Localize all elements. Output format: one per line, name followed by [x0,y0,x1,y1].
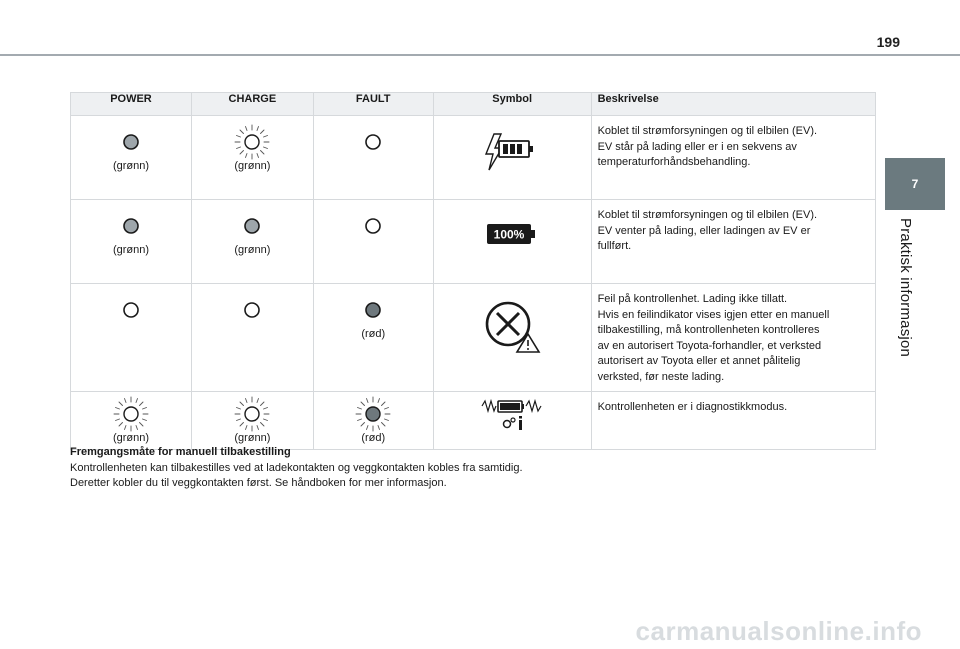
description-line: av en autorisert Toyota-forhandler, et verksted [597,339,822,352]
fault-warning-icon [482,300,542,356]
note-line: Kontrollenheten kan tilbakestilles ved at ladekontakten og veggkontakten kobles fra samtidig. [70,461,523,474]
header-charge: CHARGE [191,93,313,116]
led-label: (grønn) [234,244,271,256]
led-off-icon [121,300,141,320]
symbol-cell [433,284,591,392]
table-row [71,200,876,284]
led-label: (rød) [361,432,386,444]
description-line: temperaturforhåndsbehandling. [597,156,751,168]
fault-cell [313,284,433,392]
table-row [71,116,876,200]
led-label: (grønn) [234,432,271,444]
led-label: (grønn) [112,160,149,172]
power-cell [71,200,192,284]
led-off-icon [363,216,383,236]
led-blinking-icon [113,396,149,432]
header-rule [0,54,960,56]
manual-reset-note [70,445,523,492]
note-line: Deretter kobler du til veggkontakten først. Se håndboken for mer informasjon. [70,477,447,489]
power-cell [71,284,192,392]
table-row [71,392,876,450]
symbol-cell [433,200,591,284]
chapter-title: Praktisk informasjon [897,218,914,358]
chapter-number: 7 [911,177,919,191]
description-cell [591,284,875,392]
description-line: tilbakestilling, må kontrollenheten kontrolleres [597,324,820,336]
charge-cell [191,116,313,200]
header-symbol: Symbol [433,93,591,116]
note-title: Fremgangsmåte for manuell tilbakestilling [70,446,291,458]
watermark: carmanualsonline.info [635,616,922,646]
description-line: EV står på lading eller er i en sekvens av [597,140,797,153]
description-line: Koblet til strømforsyningen og til elbilen (EV). [597,209,818,221]
led-label: (rød) [361,328,386,340]
led-on-icon [363,300,383,320]
charge-cell [191,284,313,392]
led-on-icon [121,216,141,236]
led-label: (grønn) [234,160,271,172]
battery-charging-icon [482,128,542,176]
description-line: Feil på kontrollenhet. Lading ikke tillatt. [597,293,788,305]
description-cell [591,392,875,450]
fault-cell [313,116,433,200]
led-label: (grønn) [112,432,149,444]
led-off-icon [363,132,383,152]
description-line: autorisert av Toyota eller et annet pålitelig [597,355,801,367]
battery-percent-text: 100% [493,227,525,242]
description-line: Hvis en feilindikator vises igjen etter en manuell [597,308,830,321]
description-line: Koblet til strømforsyningen og til elbilen (EV). [597,125,818,137]
page-number: 199 [876,34,900,50]
charger-status-table [70,92,876,450]
description-cell [591,200,875,284]
led-blinking-icon [234,124,270,160]
description-cell [591,116,875,200]
power-cell [71,392,192,450]
symbol-cell [433,116,591,200]
led-blinking-icon [234,396,270,432]
description-line: verksted, før neste lading. [597,370,725,383]
charge-cell [191,392,313,450]
fault-cell [313,200,433,284]
led-on-icon [121,132,141,152]
header-fault: FAULT [313,93,433,116]
battery-full-icon [486,222,538,246]
led-on-icon [242,216,262,236]
header-power: POWER [71,93,192,116]
chapter-tab [885,158,945,210]
fault-cell [313,392,433,450]
power-cell [71,116,192,200]
header-description: Beskrivelse [591,93,875,116]
table-header-row [71,93,876,116]
description-line: fullført. [597,240,632,252]
description-line: EV venter på lading, eller ladingen av EV er [597,224,811,237]
description-line: Kontrollenheten er i diagnostikkmodus. [597,401,788,413]
symbol-cell [433,392,591,450]
charge-cell [191,200,313,284]
table-row [71,284,876,392]
led-label: (grønn) [112,244,149,256]
diagnostic-mode-icon [480,398,544,434]
led-blinking-icon [355,396,391,432]
led-off-icon [242,300,262,320]
